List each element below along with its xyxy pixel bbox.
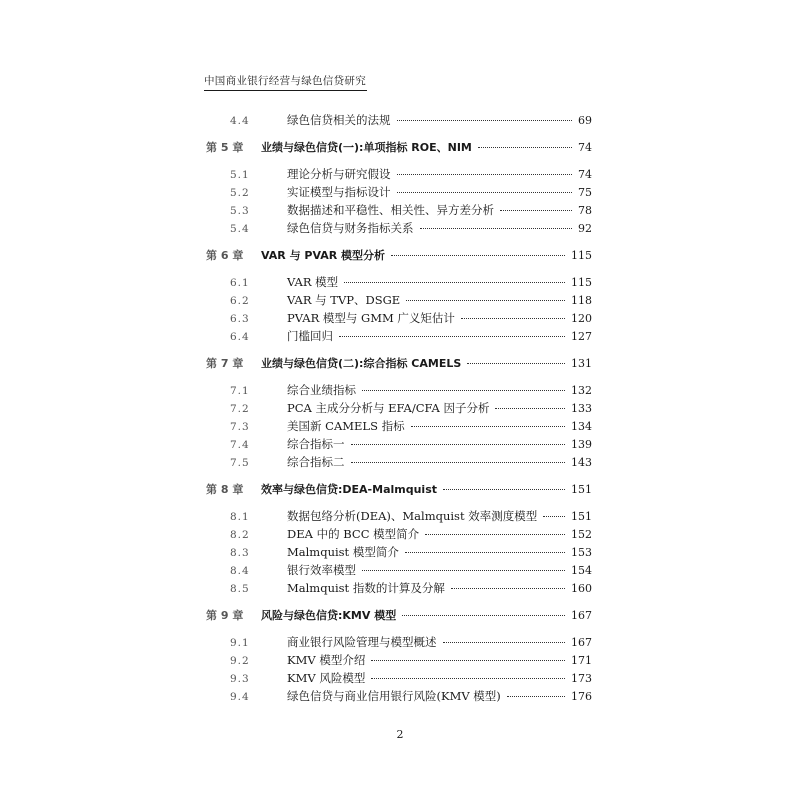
toc-dot-leader — [371, 677, 565, 679]
toc-dot-leader — [478, 146, 572, 148]
toc-entry-title: 综合指标二 — [287, 455, 345, 469]
toc-entry-number: 7.4 — [230, 439, 250, 451]
toc-chapter-entry — [206, 607, 592, 625]
toc-entry-title: PVAR 模型与 GMM 广义矩估计 — [287, 311, 455, 325]
toc-section-entry — [206, 508, 592, 526]
toc-entry-number: 8.1 — [230, 511, 250, 523]
toc-dot-leader — [397, 191, 573, 193]
toc-entry-page: 160 — [571, 582, 592, 595]
toc-dot-leader — [351, 461, 566, 463]
toc-dot-leader — [461, 317, 565, 319]
toc-entry-page: 127 — [571, 330, 592, 343]
toc-dot-leader — [397, 119, 573, 121]
toc-entry-title: KMV 模型介绍 — [287, 653, 366, 667]
toc-entry-number: 9.1 — [230, 637, 250, 649]
toc-entry-number: 7.3 — [230, 421, 250, 433]
toc-entry-title: 数据包络分析(DEA)、Malmquist 效率测度模型 — [287, 509, 538, 523]
toc-entry-page: 131 — [571, 357, 592, 370]
toc-dot-leader — [344, 281, 565, 283]
toc-entry-number: 6.2 — [230, 295, 250, 307]
toc-section-entry — [206, 580, 592, 598]
toc-section-entry — [206, 544, 592, 562]
toc-entry-title: 实证模型与指标设计 — [287, 185, 391, 199]
toc-entry-page: 75 — [578, 186, 592, 199]
toc-entry-number: 第 9 章 — [206, 609, 244, 622]
toc-entry-page: 171 — [571, 654, 592, 667]
toc-entry-page: 69 — [578, 114, 592, 127]
toc-chapter-entry — [206, 481, 592, 499]
toc-entry-page: 154 — [571, 564, 592, 577]
toc-dot-leader — [425, 533, 565, 535]
toc-entry-page: 74 — [578, 168, 592, 181]
toc-entry-title: Malmquist 模型简介 — [287, 545, 399, 559]
toc-entry-number: 第 8 章 — [206, 483, 244, 496]
toc-dot-leader — [362, 389, 565, 391]
toc-entry-page: 152 — [571, 528, 592, 541]
toc-dot-leader — [351, 443, 566, 445]
toc-entry-page: 134 — [571, 420, 592, 433]
toc-section-entry — [206, 562, 592, 580]
toc-entry-title: KMV 风险模型 — [287, 671, 366, 685]
toc-section-entry — [206, 400, 592, 418]
toc-section-entry — [206, 454, 592, 472]
toc-entry-title: Malmquist 指数的计算及分解 — [287, 581, 445, 595]
toc-dot-leader — [467, 362, 565, 364]
toc-entry-title: 美国新 CAMELS 指标 — [287, 419, 405, 433]
toc-entry-page: 139 — [571, 438, 592, 451]
toc-section-entry — [206, 418, 592, 436]
toc-section-entry — [206, 688, 592, 706]
toc-entry-number: 7.5 — [230, 457, 250, 469]
toc-entry-number: 第 7 章 — [206, 357, 244, 370]
toc-entry-number: 8.4 — [230, 565, 250, 577]
toc-section-entry — [206, 220, 592, 238]
toc-entry-page: 74 — [578, 141, 592, 154]
toc-entry-title: 业绩与绿色信贷(一):单项指标 ROE、NIM — [261, 141, 472, 154]
toc-entry-number: 6.4 — [230, 331, 250, 343]
toc-dot-leader — [507, 695, 565, 697]
toc-entry-title: 商业银行风险管理与模型概述 — [287, 635, 437, 649]
toc-entry-number: 8.5 — [230, 583, 250, 595]
toc-entry-number: 5.3 — [230, 205, 250, 217]
toc-dot-leader — [339, 335, 565, 337]
toc-section-entry — [206, 184, 592, 202]
toc-dot-leader — [495, 407, 565, 409]
toc-entry-title: VAR 与 TVP、DSGE — [287, 293, 401, 307]
toc-dot-leader — [402, 614, 565, 616]
toc-dot-leader — [451, 587, 565, 589]
toc-entry-number: 9.3 — [230, 673, 250, 685]
toc-entry-number: 6.3 — [230, 313, 250, 325]
toc-entry-title: 业绩与绿色信贷(二):综合指标 CAMELS — [261, 357, 462, 370]
toc-entry-page: 78 — [578, 204, 592, 217]
toc-chapter-entry — [206, 355, 592, 373]
toc-entry-title: 综合指标一 — [287, 437, 345, 451]
toc-entry-number: 7.1 — [230, 385, 250, 397]
toc-entry-page: 167 — [571, 636, 592, 649]
toc-dot-leader — [443, 641, 566, 643]
toc-chapter-entry — [206, 139, 592, 157]
toc-entry-title: 绿色信贷相关的法规 — [287, 113, 391, 127]
toc-entry-title: 综合业绩指标 — [287, 383, 356, 397]
toc-entry-number: 4.4 — [230, 115, 250, 127]
toc-section-entry — [206, 652, 592, 670]
toc-section-entry — [206, 274, 592, 292]
toc-entry-title: 数据描述和平稳性、相关性、异方差分析 — [287, 203, 494, 217]
toc-entry-title: 风险与绿色信贷:KMV 模型 — [261, 609, 397, 622]
toc-entry-page: 132 — [571, 384, 592, 397]
toc-entry-title: VAR 模型 — [287, 275, 339, 289]
toc-entry-page: 167 — [571, 609, 592, 622]
toc-section-entry — [206, 634, 592, 652]
toc-entry-number: 6.1 — [230, 277, 250, 289]
toc-entry-page: 176 — [571, 690, 592, 703]
toc-entry-number: 9.2 — [230, 655, 250, 667]
toc-chapter-entry — [206, 247, 592, 265]
toc-entry-page: 115 — [571, 249, 592, 262]
toc-entry-number: 第 6 章 — [206, 249, 244, 262]
toc-entry-title: 绿色信贷与商业信用银行风险(KMV 模型) — [287, 689, 501, 703]
toc-entry-title: 效率与绿色信贷:DEA-Malmquist — [261, 483, 438, 496]
toc-dot-leader — [371, 659, 565, 661]
toc-entry-page: 151 — [571, 510, 592, 523]
toc-entry-page: 173 — [571, 672, 592, 685]
toc-dot-leader — [405, 551, 565, 553]
toc-entry-number: 5.4 — [230, 223, 250, 235]
toc-section-entry — [206, 112, 592, 130]
toc-entry-page: 92 — [578, 222, 592, 235]
toc-section-entry — [206, 310, 592, 328]
toc-entry-page: 143 — [571, 456, 592, 469]
toc-entry-page: 133 — [571, 402, 592, 415]
toc-section-entry — [206, 202, 592, 220]
toc-dot-leader — [362, 569, 565, 571]
page-number: 2 — [396, 728, 404, 741]
toc-entry-page: 118 — [571, 294, 592, 307]
toc-entry-page: 115 — [571, 276, 592, 289]
toc-section-entry — [206, 328, 592, 346]
toc-section-entry — [206, 670, 592, 688]
toc-section-entry — [206, 436, 592, 454]
toc-entry-page: 120 — [571, 312, 592, 325]
toc-dot-leader — [406, 299, 565, 301]
toc-section-entry — [206, 382, 592, 400]
toc-entry-number: 8.2 — [230, 529, 250, 541]
toc-dot-leader — [411, 425, 565, 427]
toc-entry-number: 5.1 — [230, 169, 250, 181]
toc-entry-number: 9.4 — [230, 691, 250, 703]
toc-section-entry — [206, 526, 592, 544]
toc-dot-leader — [420, 227, 573, 229]
running-head: 中国商业银行经营与绿色信贷研究 — [204, 75, 366, 87]
toc-entry-number: 7.2 — [230, 403, 250, 415]
toc-entry-number: 第 5 章 — [206, 141, 244, 154]
toc-entry-number: 5.2 — [230, 187, 250, 199]
toc-dot-leader — [500, 209, 572, 211]
toc-entry-title: 绿色信贷与财务指标关系 — [287, 221, 414, 235]
toc-entry-title: VAR 与 PVAR 模型分析 — [261, 249, 386, 262]
toc-dot-leader — [391, 254, 565, 256]
toc-section-entry — [206, 292, 592, 310]
running-head-rule — [204, 90, 367, 91]
toc-section-entry — [206, 166, 592, 184]
toc-entry-title: 银行效率模型 — [287, 563, 356, 577]
toc-entry-title: DEA 中的 BCC 模型简介 — [287, 527, 420, 541]
toc-entry-title: 门槛回归 — [287, 329, 333, 343]
toc-dot-leader — [397, 173, 573, 175]
toc-entry-title: 理论分析与研究假设 — [287, 167, 391, 181]
toc-entry-page: 151 — [571, 483, 592, 496]
toc-entry-page: 153 — [571, 546, 592, 559]
toc-dot-leader — [543, 515, 565, 517]
toc-entry-number: 8.3 — [230, 547, 250, 559]
toc-dot-leader — [443, 488, 565, 490]
toc-entry-title: PCA 主成分分析与 EFA/CFA 因子分析 — [287, 401, 490, 415]
